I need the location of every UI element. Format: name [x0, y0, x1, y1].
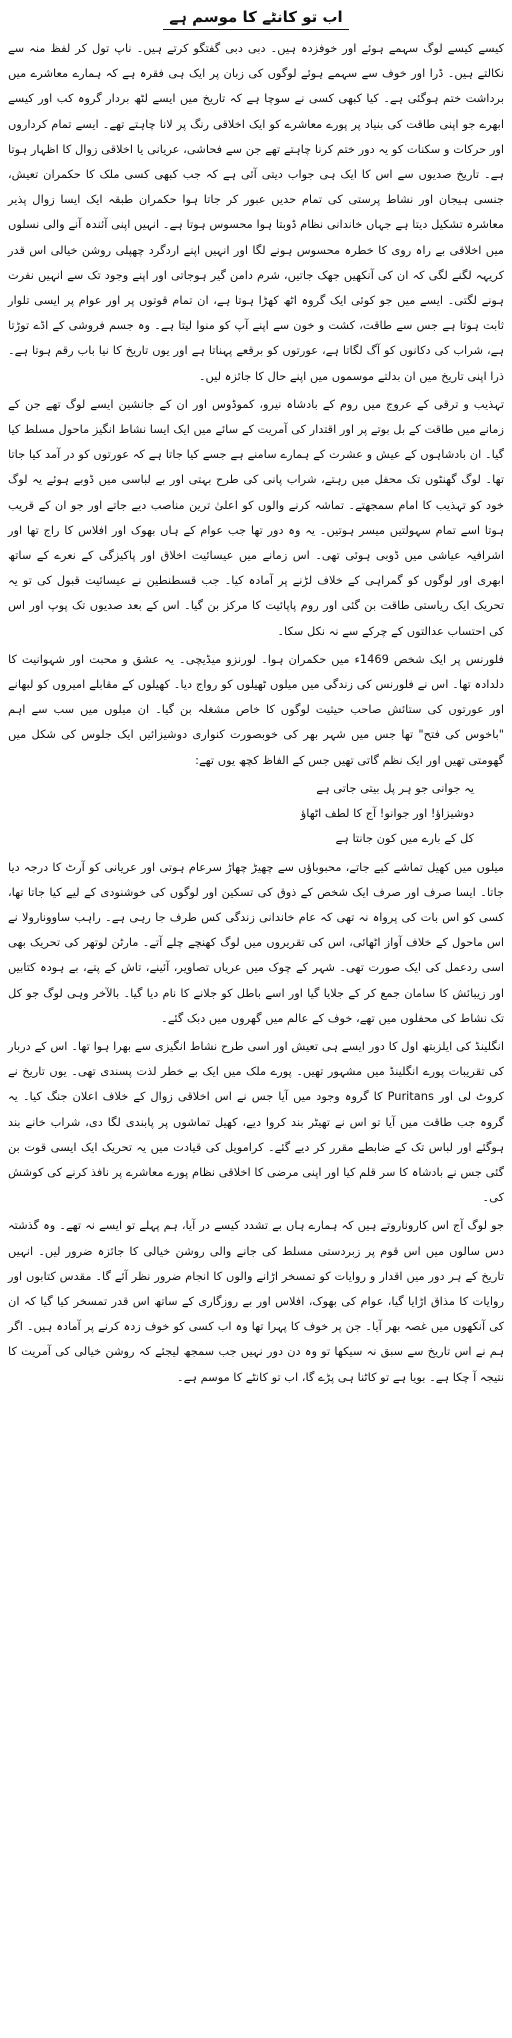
article-paragraph-3: فلورنس پر ایک شخص 1469ء میں حکمران ہوا۔ لورنزو میڈیچی۔ یہ عشق و محبت اور شہوانیت کا دلدادہ تھا۔ اس نے فلورنس کی زندگی میں میلوں ٹھیلوں کو رواج دیا۔ کھیلوں کے مقابلے امیروں کو لبھانے اور عورتوں کی ستائش صاحب حیثیت لوگوں کا خاص مشغلہ بن گیا۔ ان میلوں میں سب سے اہم "باخوس کی فتح" تھا جس میں شہر بھر کی خوبصورت کنواری دوشیزائیں ایک جلوس کی شکل میں گھومتی تھیں اور ایک نظم گاتی تھیں جس کے الفاظ کچھ یوں تھے:	[8, 651, 504, 767]
article-title: اب تو کانٹے کا موسم ہے	[163, 6, 348, 30]
article-paragraph-6: جو لوگ آج اس کاروناروتے ہیں کہ ہمارے ہاں بے تشدد کیسے در آیا، ہم پہلے تو ایسے نہ تھے۔ وہ گذشتہ دس سالوں میں اس قوم پر زبردستی مسلط کی جانے والی روشن خیالی کا جائزہ ضرور لیں۔ انہیں تاریخ کے ہر دور میں اقدار و روایات کو تمسخر اڑانے والوں کا انجام ضرور نظر آئے گا۔ مقدس کتابوں اور روایات کا مذاق اڑایا گیا، عوام کی بھوک، افلاس اور بے روزگاری کے ساتھ اس قدر تمسخر کیا گیا کہ ان کی آنکھوں میں غصہ بھر آیا۔ جن پر خوف کا پہرا تھا وہ اب کسی کو خوف زدہ کرنے پر آمادہ ہیں۔ اگر ہم نے اس تاریخ سے سبق نہ سیکھا تو وہ دن دور نہیں جب سمجھ لیجئے کہ روشن خیالی کی آمریت کا نتیجہ آ چکا ہے۔ بویا ہے تو کاٹنا ہی پڑے گا، اب تو کانٹے کا موسم ہے۔	[8, 1218, 504, 1384]
article-paragraph-5: انگلینڈ کی ایلزبتھ اول کا دور ایسے ہی تعیش اور اسی طرح نشاط انگیزی سے بھرا ہوا تھا۔ اس کے دربار کی تقریبات پورے انگلینڈ میں مشہور تھیں۔ پورے ملک میں ایک بے خطر لذت پسندی تھی۔ یوں تاریخ نے کروٹ لی اور Puritans کا گروہ وجود میں آیا جس نے اس اخلاقی زوال کے خلاف اعلان جنگ کیا۔ یہ گروہ جب طاقت میں آیا تو اس نے تھیٹر بند کروا دیے، کھیل تماشوں پر پابندی لگا دی، شراب خانے بند ہوگئے اور لباس تک کے ضابطے مقرر کر دیے گئے۔ کرامویل کی قیادت میں یہ تحریک ایک ایسی قوت بن گئی جس نے بادشاہ کا سر قلم کیا اور اپنی مرضی کا اخلاقی نظام پورے معاشرے پر نافذ کرنے کی کوشش کی۔	[8, 1038, 504, 1205]
article-paragraph-4: میلوں میں کھیل تماشے کیے جاتے، محبوباؤں سے چھیڑ چھاڑ سرعام ہوتی اور عریانی کو آرٹ کا درجہ دیا جاتا۔ ایسا صرف اور صرف ایک شخص کے ذوق کی تسکین اور لوگوں کی خوشنودی کے لیے کیا جاتا تھا، کسی کو اس بات کی پرواہ نہ تھی کہ عام خاندانی زندگی کس طرف جا رہی ہے۔ راہب ساوونارولا نے اس ماحول کے خلاف آواز اٹھائی، اس کی تقریروں میں لوگ کھنچے چلے آتے۔ مارٹن لوتھر کی تحریک بھی اسی ردعمل کی ایک صورت تھی۔ شہر کے چوک میں عریاں تصاویر، آئینے، تاش کے پتے، بے ہودہ کتابیں اور زیبائش کا سامان جمع کر کے جلایا گیا اور اسے باطل کو جلانے کا نام دیا گیا۔ بالآخر وہی لوگ جو کل تک نشاط کی محفلوں میں تھے، خوف کے عالم میں گھروں میں دبک گئے۔	[8, 859, 504, 1025]
article-headline	[8, 6, 504, 30]
article-paragraph-2: تہذیب و ترقی کے عروج میں روم کے بادشاہ نیرو، کموڈوس اور ان کے جانشین ایسے لوگ تھے جن کے زمانے میں طاقت کے بل بوتے پر اور اقتدار کی آمریت کے سائے میں ایک ایسا نشاط انگیز ماحول مسلط کیا گیا۔ ان بادشاہوں کے عیش و عشرت کے ہمارے سامنے ہے جسے کیا جاتا ہے کہ عورتوں کو در آمد کیا جاتا تھا۔ لوگ گھنٹوں تک محفل میں رہتے، شراب پانی کی طرح بہتی اور بے لباسی میں ڈوبے ہوئے یہ لوگ خود کو تہذیب کا امام سمجھتے۔ تماشہ کرنے والوں کو اعلیٰ ترین مناصب دیے جاتے اور جو ان کے قریب ہوتا اسے تمام سہولتیں میسر ہوتیں۔ یہ وہ دور تھا جب عوام کے ہاں بھوک اور افلاس کا راج تھا اور اشرافیہ عیاشی میں ڈوبی ہوئی تھی۔ اس زمانے میں عیسائیت اخلاق اور پاکیزگی کے نعرے کے ساتھ ابھری اور لوگوں کو گمراہی کے خلاف لڑنے پر آمادہ کیا۔ جب قسطنطین نے عیسائیت قبول کی تو یہ تحریک ایک ریاستی طاقت بن گئی اور روم پاپائیت کا مرکز بن گیا۔ اس کے بعد صدیوں تک پوپ اور اس کی احتساب عدالتوں کے چرکے سے نہ نکل سکا۔	[8, 396, 504, 638]
article-paragraph-1: کیسے کیسے لوگ سہمے ہوئے اور خوفزدہ ہیں۔ دبی دبی گفتگو کرتے ہیں۔ ناپ تول کر لفظ منہ سے نکالتے ہیں۔ ڈرا اور خوف سے سہمے ہوئے لوگوں کی زبان پر ایک ہی فقرہ ہے کہ ہمارے معاشرے میں برداشت ختم ہوگئی ہے۔ کیا کبھی کسی نے سوچا ہے کہ تاریخ میں ایسے لٹھ بردار گروہ کب اور کیسے ابھرے جو اپنی طاقت کی بنیاد پر پورے معاشرے کو ایک اخلاقی رنگ پر لانا چاہتے تھے۔ ایسے تمام کرداروں اور حرکات و سکنات کو یہ دور ختم کرنا چاہتے تھے جن سے فحاشی، عریانی یا اخلاقی زوال کا اظہار ہوتا ہے۔ تاریخ صدیوں سے اس کا ایک ہی جواب دیتی آئی ہے کہ جب کبھی کسی ملک کا حکمران تعیش، جنسی ہیجان اور نشاط پرستی کی تمام حدیں عبور کر جاتا ہوا حکمران طبقہ ایک ایسا زوال پذیر معاشرہ تشکیل دیتا ہے جہاں خاندانی نظام ڈوبتا ہوا محسوس ہوتا ہے۔ انہیں اپنی آئندہ آنے والی نسلوں میں اخلاقی بے راہ روی کا خطرہ محسوس ہونے لگا اور انہیں اپنے اردگرد چھپلی روشن خیالی اس قدر کریہہ لگنے لگی کہ ان کی آنکھیں جھک جاتیں، شرم دامن گیر ہوجاتی اور اپنے وجود تک سے انہیں نفرت ہونے لگتی۔ ایسے میں جو کوئی ایک گروہ اٹھ کھڑا ہوتا ہے، ان تمام قوتوں پر اور عوام پر ایسی تلوار ثابت ہوتا ہے جس سے طاقت، کشت و خون سے اپنے آپ کو منوا لیتا ہے۔ وہ جسم فروشی کے اڈے توڑتا ہے، شراب کی دکانوں کو آگ لگاتا ہے، عورتوں کو برقعے پہناتا ہے اور یوں تاریخ کا نیا باب رقم ہوتا ہے۔ ذرا اپنی تاریخ میں ان بدلتے موسموں میں اپنے حال کا جائزہ لیں۔	[8, 41, 504, 383]
poem-line-1: یہ جوانی جو ہر پل بیتی جاتی ہے	[316, 780, 474, 795]
poem-block	[8, 776, 504, 852]
poem-line-3: کل کے بارے میں کون جانتا ہے	[335, 831, 474, 846]
poem-line-2: دوشیزاؤ! اور جوانو! آج کا لطف اٹھاؤ	[300, 806, 474, 821]
